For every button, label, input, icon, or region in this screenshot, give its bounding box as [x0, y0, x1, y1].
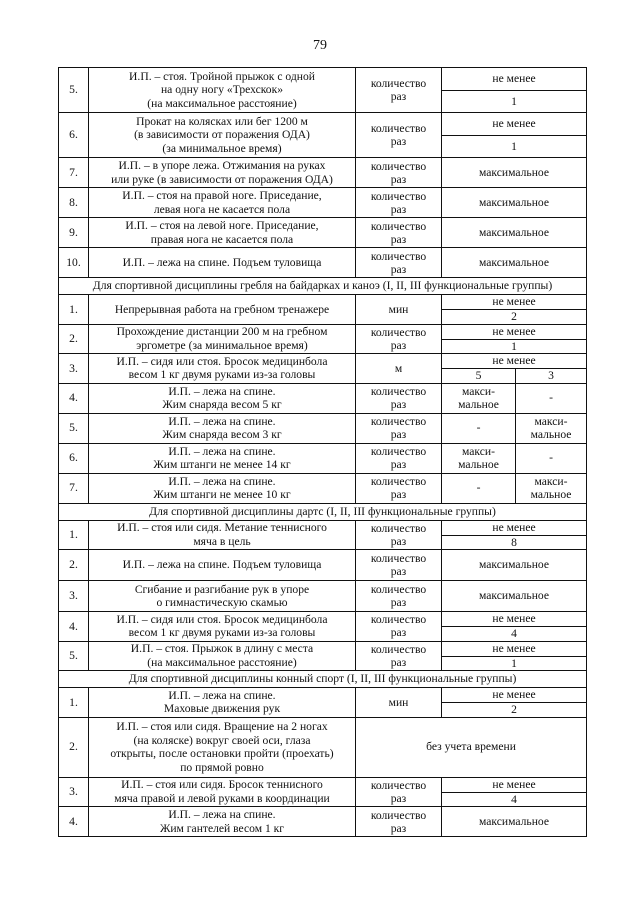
unit-cell: количество раз: [356, 473, 442, 503]
row-number: 5.: [59, 68, 89, 113]
row-number: 1.: [59, 520, 89, 550]
unit-cell: количество раз: [356, 443, 442, 473]
unit-cell: количество раз: [356, 248, 442, 278]
row-number: 2.: [59, 324, 89, 354]
row-number: 4.: [59, 807, 89, 837]
unit-cell: количество раз: [356, 383, 442, 413]
table-row: [59, 807, 587, 837]
unit-cell: количество раз: [356, 324, 442, 354]
table-row: [59, 354, 587, 369]
exercise-description: И.П. – стоя на левой ноге. Приседание, правая нога не касается пола: [89, 218, 356, 248]
norm-label: не менее: [442, 324, 587, 339]
row-number: 4.: [59, 612, 89, 642]
exercise-description: И.П. – лежа на спине. Маховые движения рук: [89, 688, 356, 718]
standards-table: [58, 67, 587, 837]
row-number: 5.: [59, 641, 89, 671]
table-row: [59, 248, 587, 278]
table-row: [59, 188, 587, 218]
table-row: [59, 688, 587, 703]
norm-value: максимальное: [442, 158, 587, 188]
row-number: 7.: [59, 473, 89, 503]
table-row: [59, 777, 587, 792]
row-number: 8.: [59, 188, 89, 218]
exercise-description: И.П. – стоя или сидя. Вращение на 2 ногах (на коляске) вокруг своей оси, глаза открыты, после остановки пройти (проехать) по прямой ровно: [89, 717, 356, 777]
norm-value-left: макси- мальное: [442, 383, 516, 413]
table-row: [59, 295, 587, 310]
row-number: 9.: [59, 218, 89, 248]
table-row: [59, 443, 587, 473]
unit-cell: количество раз: [356, 113, 442, 158]
norm-value-left: макси- мальное: [442, 443, 516, 473]
row-number: 10.: [59, 248, 89, 278]
norm-value: максимальное: [442, 550, 587, 581]
row-number: 2.: [59, 550, 89, 581]
norm-label: не менее: [442, 688, 587, 703]
exercise-description: И.П. – лежа на спине. Жим гантелей весом 1 кг: [89, 807, 356, 837]
norm-value-left: -: [442, 413, 516, 443]
row-number: 2.: [59, 717, 89, 777]
unit-cell: количество раз: [356, 188, 442, 218]
exercise-description: И.П. – лежа на спине. Подъем туловища: [89, 550, 356, 581]
exercise-description: И.П. – стоя. Тройной прыжок с одной на одну ногу «Трехскок» (на максимальное расстояние): [89, 68, 356, 113]
row-number: 3.: [59, 777, 89, 807]
section-title-equestrian: Для спортивной дисциплины конный спорт (I, II, III функциональные группы): [59, 671, 587, 688]
table-row: [59, 717, 587, 777]
unit-cell: м: [356, 354, 442, 384]
unit-cell: количество раз: [356, 550, 442, 581]
table-row: [59, 383, 587, 413]
page-number: 79: [313, 38, 327, 53]
section-title-darts: Для спортивной дисциплины дартс (I, II, III функциональные группы): [59, 503, 587, 520]
table-row: [59, 158, 587, 188]
exercise-description: И.П. – лежа на спине. Жим снаряда весом 5 кг: [89, 383, 356, 413]
table-row: [59, 473, 587, 503]
table-row: [59, 113, 587, 136]
unit-cell: количество раз: [356, 777, 442, 807]
unit-cell: количество раз: [356, 612, 442, 642]
norm-label: не менее: [442, 295, 587, 310]
norm-value-right: 3: [516, 369, 587, 384]
norm-label: не менее: [442, 612, 587, 627]
exercise-description: Сгибание и разгибание рук в упоре о гимнастическую скамью: [89, 581, 356, 612]
exercise-description: Непрерывная работа на гребном тренажере: [89, 295, 356, 325]
norm-value: 1: [442, 136, 587, 158]
unit-cell: мин: [356, 688, 442, 718]
row-number: 3.: [59, 581, 89, 612]
norm-value-right: -: [516, 443, 587, 473]
row-number: 1.: [59, 295, 89, 325]
exercise-description: И.П. – лежа на спине. Жим штанги не менее 10 кг: [89, 473, 356, 503]
norm-value: 4: [442, 792, 587, 807]
unit-cell: количество раз: [356, 520, 442, 550]
exercise-description: Прокат на колясках или бег 1200 м (в зависимости от поражения ОДА) (за минимальное время): [89, 113, 356, 158]
table-row: [59, 218, 587, 248]
table-row: [59, 520, 587, 535]
norm-value: без учета времени: [356, 717, 587, 777]
table-row: [59, 324, 587, 339]
norm-value: максимальное: [442, 218, 587, 248]
exercise-description: И.П. – стоя или сидя. Бросок теннисного мяча правой и левой руками в координации: [89, 777, 356, 807]
norm-value: 1: [442, 91, 587, 113]
section-title-kayak: Для спортивной дисциплины гребля на байдарках и каноэ (I, II, III функциональные группы): [59, 278, 587, 295]
table-row: [59, 612, 587, 627]
table-row: [59, 550, 587, 581]
row-number: 5.: [59, 413, 89, 443]
unit-cell: количество раз: [356, 807, 442, 837]
exercise-description: И.П. – в упоре лежа. Отжимания на руках или руке (в зависимости от поражения ОДА): [89, 158, 356, 188]
norm-value-right: -: [516, 383, 587, 413]
exercise-description: И.П. – стоя. Прыжок в длину с места (на максимальное расстояние): [89, 641, 356, 671]
unit-cell: количество раз: [356, 581, 442, 612]
norm-value-left: -: [442, 473, 516, 503]
exercise-description: И.П. – лежа на спине. Жим снаряда весом 3 кг: [89, 413, 356, 443]
norm-label: не менее: [442, 113, 587, 136]
unit-cell: количество раз: [356, 413, 442, 443]
unit-cell: количество раз: [356, 218, 442, 248]
norm-label: не менее: [442, 641, 587, 656]
norm-value: 2: [442, 703, 587, 718]
unit-cell: количество раз: [356, 68, 442, 113]
norm-value: максимальное: [442, 581, 587, 612]
norm-value: максимальное: [442, 188, 587, 218]
table-row: [59, 413, 587, 443]
row-number: 3.: [59, 354, 89, 384]
exercise-description: Прохождение дистанции 200 м на гребном эргометре (за минимальное время): [89, 324, 356, 354]
norm-value: 4: [442, 627, 587, 642]
exercise-description: И.П. – лежа на спине. Подъем туловища: [89, 248, 356, 278]
exercise-description: И.П. – стоя или сидя. Метание теннисного мяча в цель: [89, 520, 356, 550]
norm-value: 8: [442, 535, 587, 550]
norm-label: не менее: [442, 777, 587, 792]
unit-cell: количество раз: [356, 641, 442, 671]
norm-value-right: макси- мальное: [516, 413, 587, 443]
norm-value: 2: [442, 310, 587, 325]
norm-label: не менее: [442, 354, 587, 369]
norm-value: максимальное: [442, 248, 587, 278]
table-row: [59, 641, 587, 656]
row-number: 7.: [59, 158, 89, 188]
row-number: 1.: [59, 688, 89, 718]
unit-cell: мин: [356, 295, 442, 325]
norm-value: 1: [442, 339, 587, 354]
norm-value: максимальное: [442, 807, 587, 837]
norm-value-right: макси- мальное: [516, 473, 587, 503]
norm-label: не менее: [442, 68, 587, 91]
norm-label: не менее: [442, 520, 587, 535]
exercise-description: И.П. – стоя на правой ноге. Приседание, левая нога не касается пола: [89, 188, 356, 218]
exercise-description: И.П. – сидя или стоя. Бросок медицинбола весом 1 кг двумя руками из-за головы: [89, 354, 356, 384]
table-row: [59, 68, 587, 91]
norm-value: 1: [442, 656, 587, 671]
row-number: 6.: [59, 443, 89, 473]
row-number: 4.: [59, 383, 89, 413]
unit-cell: количество раз: [356, 158, 442, 188]
norm-value-left: 5: [442, 369, 516, 384]
exercise-description: И.П. – лежа на спине. Жим штанги не менее 14 кг: [89, 443, 356, 473]
row-number: 6.: [59, 113, 89, 158]
table-row: [59, 581, 587, 612]
exercise-description: И.П. – сидя или стоя. Бросок медицинбола весом 1 кг двумя руками из-за головы: [89, 612, 356, 642]
